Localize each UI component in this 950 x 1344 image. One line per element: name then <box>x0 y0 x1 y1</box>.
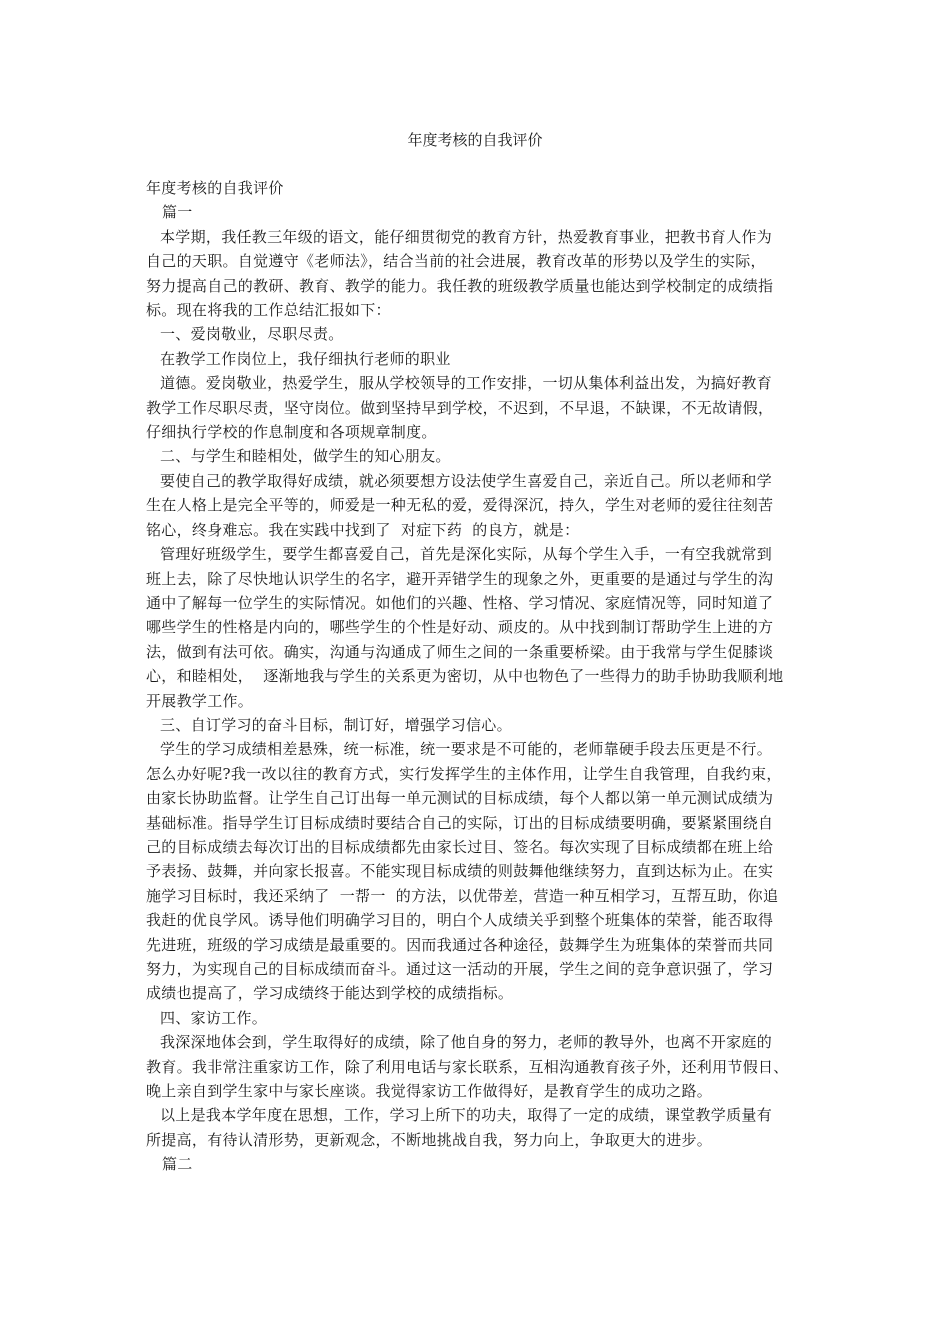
text-line: 由家长协助监督。让学生自己订出每一单元测试的目标成绩，每个人都以第一单元测试成绩为 <box>146 789 774 808</box>
text-line: 四、家访工作。 <box>160 1008 268 1027</box>
document-body <box>146 176 810 1177</box>
text-line: 予表扬、鼓舞，并向家长报喜。不能实现目标成绩的则鼓舞他继续努力，直到达标为止。在实 <box>146 862 774 881</box>
text-line: 先进班，班级的学习成绩是最重要的。因而我通过各种途径，鼓舞学生为班集体的荣誉而共同 <box>146 935 774 954</box>
text-line: 道德。爱岗敬业，热爱学生，服从学校领导的工作安排，一切从集体利益出发，为搞好教育 <box>160 374 773 393</box>
text-line: 三、自订学习的奋斗目标，制订好，增强学习信心。 <box>160 715 512 734</box>
text-line: 努力，为实现自己的目标成绩而奋斗。通过这一活动的开展，学生之间的竞争意识强了，学习 <box>146 960 774 978</box>
text-line: 班上去，除了尽快地认识学生的名字，避开弄错学生的现象之外，更重要的是通过与学生的沟 <box>146 569 774 588</box>
text-line: 教育。我非常注重家访工作，除了利用电话与家长联系，互相沟通教育孩子外，还利用节假日、 <box>146 1057 789 1076</box>
text-line: 己的目标成绩去每次订出的目标成绩都先由家长过目、签名。每次实现了目标成绩都在班上给 <box>146 837 774 856</box>
text-line: 仔细执行学校的作息制度和各项规章制度。 <box>146 423 437 442</box>
text-line: 晚上亲自到学生家中与家长座谈。我觉得家访工作做得好，是教育学生的成功之路。 <box>146 1082 713 1101</box>
text-line: 标。现在将我的工作总结汇报如下： <box>146 301 391 320</box>
page-title: 年度考核的自我评价 <box>407 131 543 149</box>
text-line: 铭心，终身难忘。我在实践中找到了 对症下药 的良方，就是： <box>146 520 580 539</box>
text-line: 篇一 <box>162 203 193 222</box>
text-line: 篇二 <box>162 1155 193 1174</box>
text-line: 开展教学工作。 <box>146 691 254 710</box>
text-line: 怎么办好呢?我一改以往的教育方式，实行发挥学生的主体作用，让学生自我管理，自我约束， <box>146 764 782 783</box>
text-line: 学生的学习成绩相差悬殊，统一标准，统一要求是不可能的，老师靠硬手段去压更是不行。 <box>160 740 773 759</box>
text-line: 一、爱岗敬业，尽职尽责。 <box>160 325 344 344</box>
text-line: 二、与学生和睦相处，做学生的知心朋友。 <box>160 447 451 466</box>
text-line: 哪些学生的性格是内向的，哪些学生的个性是好动、顽皮的。从中找到制订帮助学生上进的方 <box>146 618 774 637</box>
text-line: 生在人格上是完全平等的，师爱是一种无私的爱，爱得深沉，持久，学生对老师的爱往往刻苦 <box>146 496 774 515</box>
text-line: 自己的天职。自觉遵守《老师法》，结合当前的社会进展，教育改革的形势以及学生的实际， <box>146 252 766 271</box>
text-line: 施学习目标时，我还采纳了 一帮一 的方法，以优带差，营造一种互相学习，互帮互助，你追 <box>146 886 779 905</box>
text-line: 基础标准。指导学生订目标成绩时要结合自己的实际，订出的目标成绩要明确，要紧紧围绕自 <box>146 813 774 832</box>
text-line: 年度考核的自我评价 <box>146 179 284 197</box>
text-line: 我深深地体会到，学生取得好的成绩，除了他自身的努力，老师的教导外，也离不开家庭的 <box>160 1033 773 1052</box>
text-line: 心，和睦相处， 逐渐地我与学生的关系更为密切，从中也物色了一些得力的助手协助我顺利地 <box>146 667 784 686</box>
text-line: 以上是我本学年度在思想，工作，学习上所下的功夫，取得了一定的成绩，课堂教学质量有 <box>160 1106 773 1125</box>
text-line: 努力提高自己的教研、教育、教学的能力。我任教的班级教学质量也能达到学校制定的成绩指 <box>146 276 774 295</box>
text-line: 教学工作尽职尽责，坚守岗位。做到坚持早到学校，不迟到，不早退，不缺课，不无故请假， <box>146 398 774 417</box>
text-line: 我赶的优良学风。诱导他们明确学习目的，明白个人成绩关乎到整个班集体的荣誉，能否取得 <box>146 911 774 930</box>
text-line: 本学期，我任教三年级的语文，能仔细贯彻党的教育方针，热爱教育事业，把教书育人作为 <box>160 227 773 246</box>
text-line: 管理好班级学生，要学生都喜爱自己，首先是深化实际，从每个学生入手，一有空我就常到 <box>160 545 773 564</box>
text-line: 所提高，有待认清形势，更新观念，不断地挑战自我，努力向上，争取更大的进步。 <box>146 1130 713 1149</box>
text-line: 要使自己的教学取得好成绩，就必须要想方设法使学生喜爱自己，亲近自己。所以老师和学 <box>160 471 773 490</box>
text-line: 通中了解每一位学生的实际情况。如他们的兴趣、性格、学习情况、家庭情况等，同时知道了 <box>146 593 774 612</box>
text-line: 成绩也提高了，学习成绩终于能达到学校的成绩指标。 <box>146 984 514 1003</box>
text-line: 法，做到有法可依。确实，沟通与沟通成了师生之间的一条重要桥梁。由于我常与学生促膝谈 <box>146 642 774 661</box>
text-line: 在教学工作岗位上，我仔细执行老师的职业 <box>160 349 451 368</box>
